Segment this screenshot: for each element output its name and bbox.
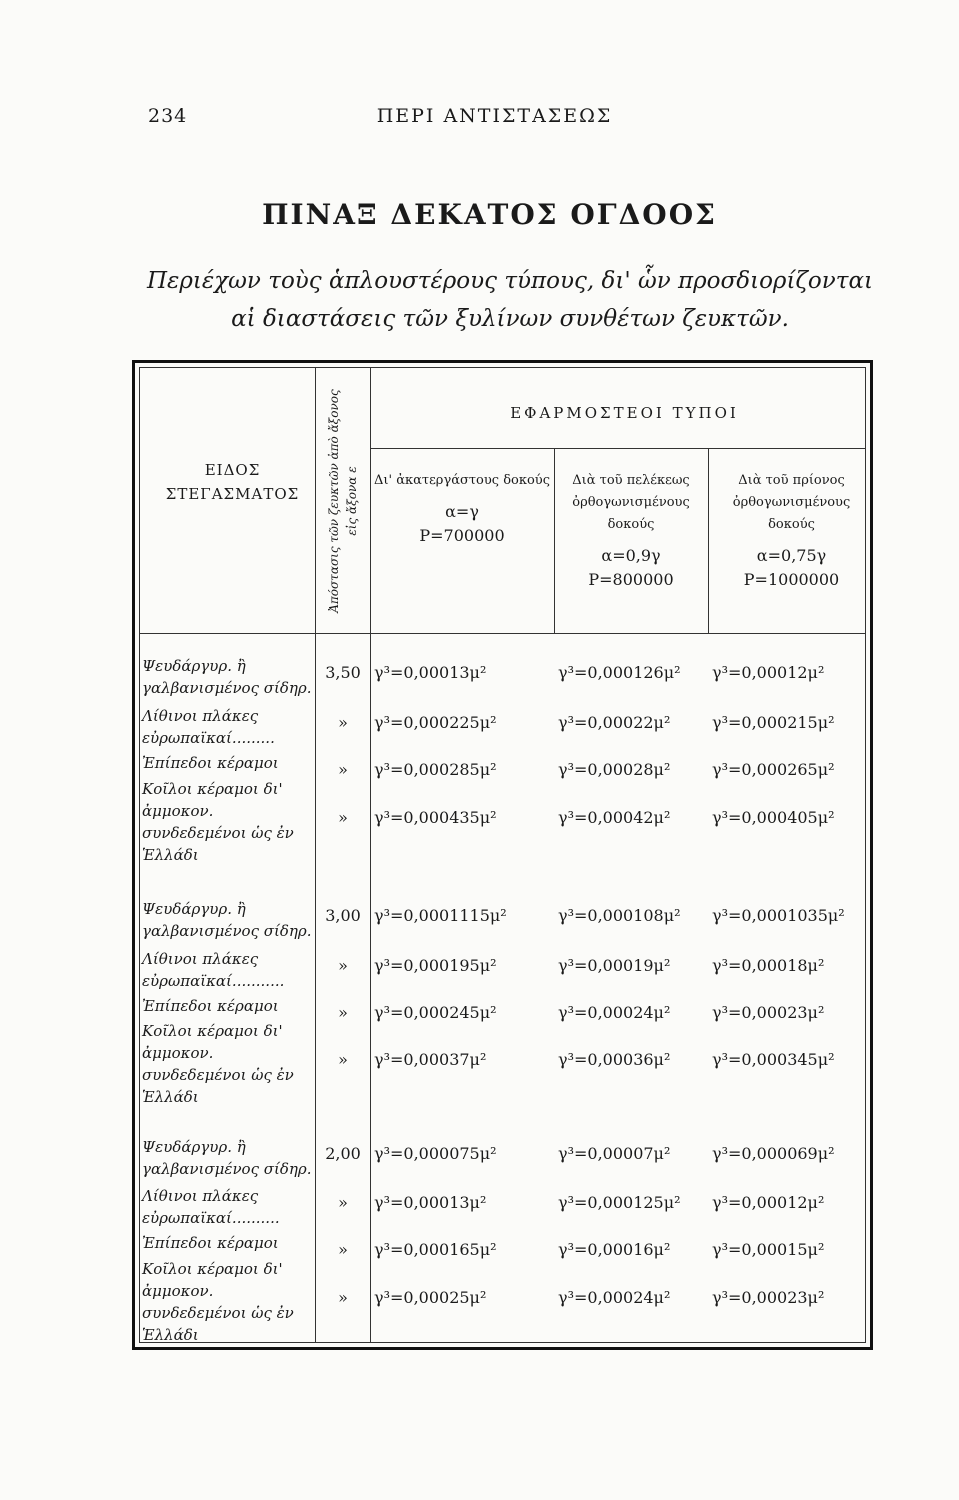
formula-cell: γ³=0,0001035μ² bbox=[712, 906, 845, 925]
distance-value: » bbox=[338, 1050, 348, 1069]
formula-cell: γ³=0,00013μ² bbox=[374, 1193, 487, 1212]
formula-cell: γ³=0,000108μ² bbox=[558, 906, 681, 925]
table-row bbox=[140, 1136, 875, 1182]
formula-cell: γ³=0,000435μ² bbox=[374, 808, 497, 827]
formula-cell: γ³=0,00025μ² bbox=[374, 1288, 487, 1307]
column-rule bbox=[708, 448, 709, 633]
formula-cell: γ³=0,00012μ² bbox=[712, 663, 825, 682]
distance-value: 3,00 bbox=[325, 906, 361, 925]
formula-cell: γ³=0,00012μ² bbox=[712, 1193, 825, 1212]
distance-value: » bbox=[338, 1003, 348, 1022]
formula-cell: γ³=0,000265μ² bbox=[712, 760, 835, 779]
type-description: Δι' ἀκατεργάστους δοκούς bbox=[374, 473, 550, 488]
header-rule bbox=[140, 633, 865, 634]
roof-kind: Κοῖλοι κέραμοι δι' ἀμμοκον. συνδεδεμένοι ὡς ἐν Ἑλλάδι bbox=[142, 1022, 294, 1106]
table bbox=[139, 367, 866, 1343]
distance-value: » bbox=[338, 1240, 348, 1259]
header-distance bbox=[318, 378, 368, 623]
formula-cell: γ³=0,00016μ² bbox=[558, 1240, 671, 1259]
table-row bbox=[140, 655, 875, 701]
type-p: P=800000 bbox=[588, 570, 674, 589]
formula-cell: γ³=0,00013μ² bbox=[374, 663, 487, 682]
formula-cell: γ³=0,000195μ² bbox=[374, 956, 497, 975]
formula-cell: γ³=0,000125μ² bbox=[558, 1193, 681, 1212]
formula-cell: γ³=0,000225μ² bbox=[374, 713, 497, 732]
roof-kind: Ψευδάργυρ. ἢ γαλβανισμένος σίδηρ. bbox=[142, 1138, 312, 1178]
formula-cell: γ³=0,000215μ² bbox=[712, 713, 835, 732]
formula-cell: γ³=0,000405μ² bbox=[712, 808, 835, 827]
formula-cell: γ³=0,000075μ² bbox=[374, 1144, 497, 1163]
type-description: Διὰ τοῦ πελέκεως ὀρθογωνισμένους δοκούς bbox=[572, 473, 690, 532]
formula-cell: γ³=0,00007μ² bbox=[558, 1144, 671, 1163]
distance-value: » bbox=[338, 760, 348, 779]
distance-value: 3,50 bbox=[325, 663, 361, 682]
header-rule bbox=[370, 448, 865, 449]
table-row bbox=[140, 898, 875, 944]
running-title: ΠΕΡΙ ΑΝΤΙΣΤΑΣΕΩΣ bbox=[376, 105, 613, 127]
formula-cell: γ³=0,00042μ² bbox=[558, 808, 671, 827]
distance-value: » bbox=[338, 1193, 348, 1212]
roof-kind: Ψευδάργυρ. ἢ γαλβανισμένος σίδηρ. bbox=[142, 657, 312, 697]
distance-value: 2,00 bbox=[325, 1144, 361, 1163]
header-applicable-types: ΕΦΑΡΜΟΣΤΕΟΙ ΤΥΠΟΙ bbox=[510, 404, 739, 422]
table-row bbox=[140, 778, 875, 864]
distance-value: » bbox=[338, 956, 348, 975]
roof-kind: Ἐπίπεδοι κέραμοι bbox=[142, 1234, 279, 1252]
page-header bbox=[0, 105, 959, 135]
table-title: ΠΙΝΑΞ ΔΕΚΑΤΟΣ ΟΓΔΟΟΣ bbox=[262, 198, 717, 231]
formula-cell: γ³=0,00022μ² bbox=[558, 713, 671, 732]
formula-cell: γ³=0,00015μ² bbox=[712, 1240, 825, 1259]
formula-cell: γ³=0,00036μ² bbox=[558, 1050, 671, 1069]
formula-cell: γ³=0,000245μ² bbox=[374, 1003, 497, 1022]
formula-cell: γ³=0,000285μ² bbox=[374, 760, 497, 779]
formula-cell: γ³=0,00037μ² bbox=[374, 1050, 487, 1069]
roof-kind: Ἐπίπεδοι κέραμοι bbox=[142, 997, 279, 1015]
roof-kind: Λίθινοι πλάκες εὐρωπαϊκαί.......... bbox=[142, 1187, 280, 1227]
roof-kind: Κοῖλοι κέραμοι δι' ἀμμοκον. συνδεδεμένοι ὡς ἐν Ἑλλάδι bbox=[142, 780, 294, 864]
table-subtitle: Περιέχων τοὺς ἁπλουστέρους τύπους, δι' ὧν προσδιορίζονται αἱ διαστάσεις τῶν ξυλίνων συνθέτων ζευκτῶν. bbox=[146, 268, 874, 332]
distance-value: » bbox=[338, 808, 348, 827]
table-row bbox=[140, 948, 875, 994]
distance-value: » bbox=[338, 713, 348, 732]
header-kind: ΕΙΔΟΣ ΣΤΕΓΑΣΜΑΤΟΣ bbox=[165, 461, 300, 503]
formula-cell: γ³=0,0001115μ² bbox=[374, 906, 507, 925]
column-rule bbox=[554, 448, 555, 633]
type-column bbox=[372, 470, 552, 548]
formula-cell: γ³=0,00023μ² bbox=[712, 1288, 825, 1307]
formula-cell: γ³=0,00018μ² bbox=[712, 956, 825, 975]
page-number: 234 bbox=[148, 105, 188, 127]
roof-kind: Ψευδάργυρ. ἢ γαλβανισμένος σίδηρ. bbox=[142, 900, 312, 940]
type-alpha: α=0,9γ bbox=[601, 546, 661, 565]
type-column bbox=[556, 470, 706, 592]
roof-kind: Λίθινοι πλάκες εὐρωπαϊκαί......... bbox=[142, 707, 275, 747]
table-row bbox=[140, 1258, 875, 1344]
roof-kind: Κοῖλοι κέραμοι δι' ἀμμοκον. συνδεδεμένοι ὡς ἐν Ἑλλάδι bbox=[142, 1260, 294, 1344]
formula-cell: γ³=0,000069μ² bbox=[712, 1144, 835, 1163]
formula-cell: γ³=0,00024μ² bbox=[558, 1003, 671, 1022]
formula-cell: γ³=0,00024μ² bbox=[558, 1288, 671, 1307]
table-row bbox=[140, 1185, 875, 1231]
formula-cell: γ³=0,000126μ² bbox=[558, 663, 681, 682]
type-p: P=1000000 bbox=[743, 570, 840, 589]
table-row bbox=[140, 705, 875, 751]
roof-kind: Ἐπίπεδοι κέραμοι bbox=[142, 754, 279, 772]
type-column bbox=[710, 470, 873, 592]
type-p: P=700000 bbox=[419, 526, 505, 545]
formula-cell: γ³=0,00028μ² bbox=[558, 760, 671, 779]
type-alpha: α=0,75γ bbox=[756, 546, 827, 565]
formula-cell: γ³=0,00019μ² bbox=[558, 956, 671, 975]
type-description: Διὰ τοῦ πρίονος ὀρθογωνισμένους δοκούς bbox=[732, 473, 851, 532]
formula-cell: γ³=0,00023μ² bbox=[712, 1003, 825, 1022]
roof-kind: Λίθινοι πλάκες εὐρωπαϊκαί........... bbox=[142, 950, 285, 990]
type-alpha: α=γ bbox=[445, 502, 479, 521]
header-distance-label: Ἀπόστασις τῶν ζευκτῶν ἀπὸ ἄξονος εἰς ἄξονα ε bbox=[327, 388, 359, 613]
table-frame bbox=[132, 360, 873, 1350]
distance-value: » bbox=[338, 1288, 348, 1307]
formula-cell: γ³=0,000345μ² bbox=[712, 1050, 835, 1069]
formula-cell: γ³=0,000165μ² bbox=[374, 1240, 497, 1259]
table-row bbox=[140, 1020, 875, 1106]
